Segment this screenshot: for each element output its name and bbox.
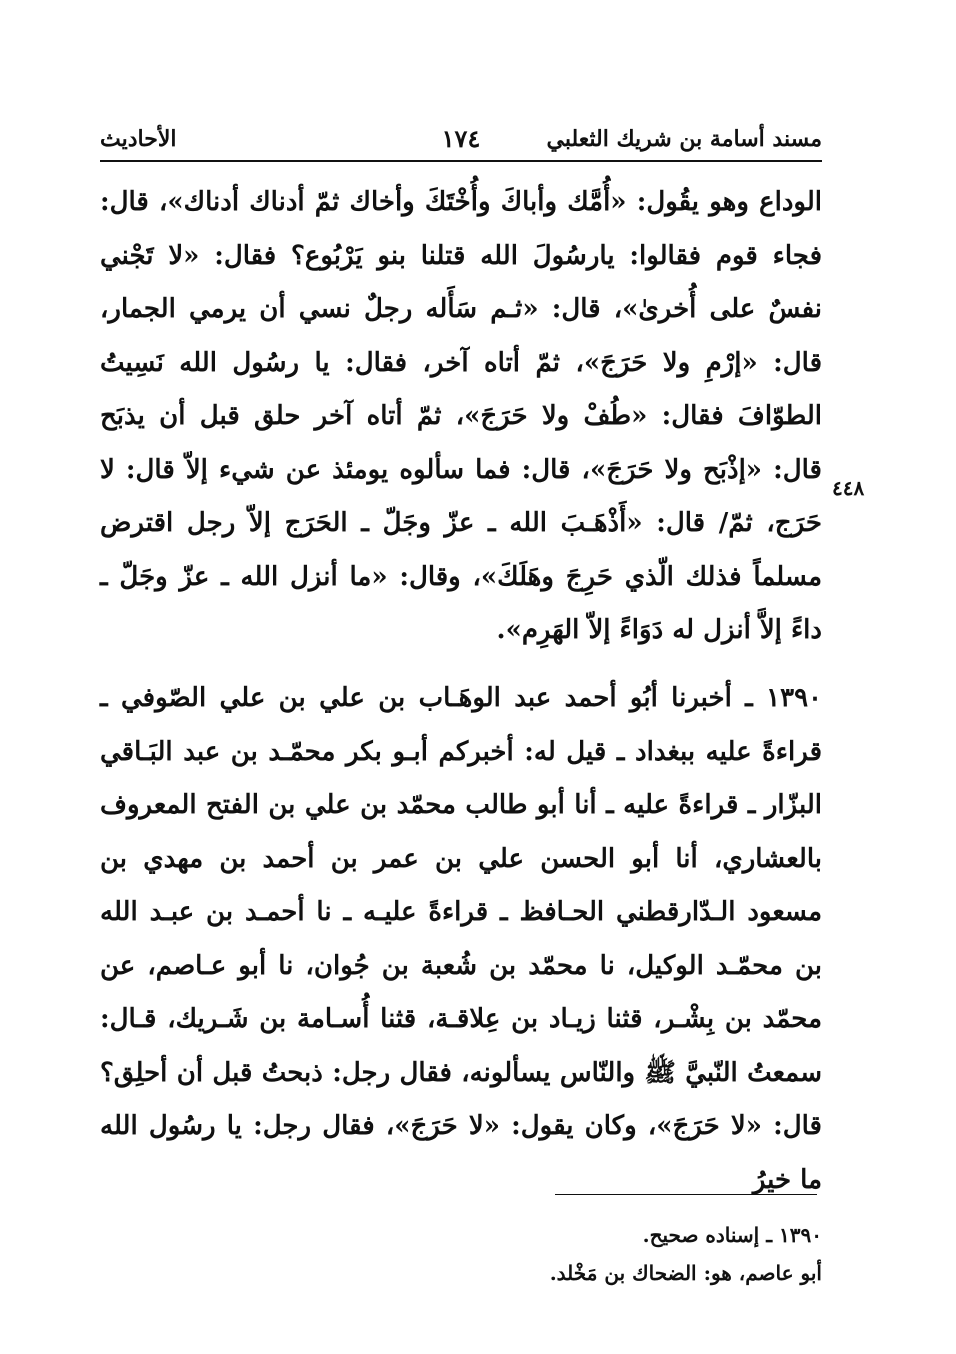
paragraph-text: الوداع وهو يقُول: «أُمَّك وأباكَ وأُخْتَكَ وأخاك ثمّ أدناك أدناك»، قال: فجاء قوم فقالوا: يارسُولَ الله قتلنا بنو يَرْبُوع؟ فقال: «لا تَجْني نفسٌ على أُخرىٰ»، قال: «ثـم سَأَله رجلٌ نسي أن يرمي الجمار، قال: «إرْمِ ولا حَرَجَ»، ثمّ أتاه آخر، فقال: يا رسُول الله نَسِيتُ الطوّافَ فقال: «طُفْ ولا حَرَجَ»، ثمّ أتاه آخر حلق قبل أن يذبَح قال: «إذْبَح ولا حَرَجَ»، قال: فما سألوه يومئذ عن شيء إلاّ قال: لا حَرَج، ثمّ/ قال: «أَذْهَـبَ الله ـ عزّ وجَلّ ـ الحَرَج إلاّ رجل اقترض مسلماً فذلك الّذي حَرِجَ وهَلَكَ»، وقال: «ما أنزل الله ـ عزّ وجَلّ ـ داءً إلاَّ أنزل له دَوَاءً إلاّ الهَرِم». — [100, 187, 822, 645]
hadith-1390-paragraph — [100, 672, 822, 1207]
footnote-line: أبو عاصم، هو: الضحاك بن مَخْلد. — [549, 1261, 822, 1285]
body-paragraph-continuation — [100, 176, 822, 658]
page-header — [100, 120, 822, 160]
footnotes — [300, 1216, 822, 1292]
section-title: الأحاديث — [100, 126, 177, 152]
footnote-separator — [555, 1194, 817, 1195]
page-number: ١٧٤ — [441, 124, 481, 153]
header-rule — [100, 160, 822, 162]
footnote-line: ١٣٩٠ ـ إسناده صحيح. — [642, 1223, 822, 1247]
paragraph-text: ١٣٩٠ ـ أخبرنا أبُو أحمد عبد الوهَـاب بن علي بن علي الصّوفي ـ قراءةً عليه ببغداد ـ قيل له: أخبركم أبـو بكر محمّـد بن عبد البَـاقي البزّار ـ قراءةً عليه ـ أنا أبو طالب محمّد بن علي بن الفتح المعروف بالعشاري، أنا أبو الحسن علي بن عمر بن أحمد بن مهدي بن مسعود الـدّارقطني الحـافظ ـ قراءةً عليـه ـ نا أحمـد بن عبـد الله بن محمّـد الوكيل، نا محمّد بن شُعبة بن جُوان، نا أبو عـاصم، عن محمّد بن بِشْـر، قثنا زيـاد بن عِلاقـة، قثنا أُسـامة بن شَـريك، قـال: سمعتُ النّبيَّ ﷺ والنّاس يسألونه، فقال رجل: ذبحتُ قبل أن أحلِق؟ قال: «لا حَرَجَ»، وكان يقول: «لا حَرَجَ»، فقال رجل: يا رسُول الله ما خيرُ — [100, 683, 822, 1195]
manuscript-folio-number: ٤٤٨ — [832, 476, 865, 500]
running-title: مسند أسامة بن شريك الثعلبي — [546, 126, 822, 152]
